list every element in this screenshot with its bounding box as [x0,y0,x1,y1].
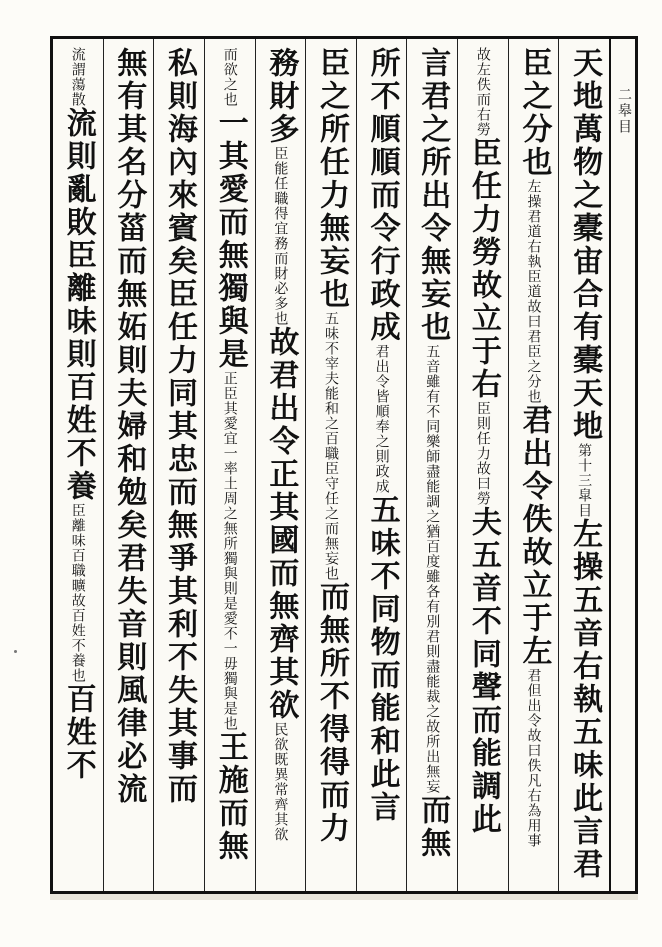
commentary-text: 流謂蕩散 [69,47,86,107]
commentary-text: 第十三皐目 [576,443,593,518]
commentary-text: 臣能任職得宜務而財必多也 [272,146,289,326]
page-bottom-shadow [50,894,638,900]
commentary-text: 君但出令故曰佚凡右為用事 [525,668,542,848]
edge-strip [609,39,635,891]
commentary-text: 故左佚而右勞 [474,47,491,137]
main-text: 君出令佚故立于左 [516,404,552,668]
commentary-text: 五味不宰夫能和之百職臣守任之而無妄也 [322,311,339,581]
main-text: 無有其名分菑而無妬則夫婦和勉矣君失音則風律必流 [111,47,147,806]
text-column [356,39,407,891]
main-text: 一其愛而無獨與是 [212,107,248,371]
main-text: 臣任力勞故立于右 [465,137,501,401]
column-text [162,47,196,806]
main-text: 而無所不得得而力 [313,581,349,845]
main-text: 天地萬物之橐宙合有橐天地 [567,47,603,443]
paper-speck [14,650,17,653]
column-text [365,47,399,824]
text-column [255,39,306,891]
text-column [508,39,559,891]
column-text [567,47,601,881]
text-column [103,39,154,891]
column-text [517,47,551,848]
column-text [61,47,95,782]
main-text: 臣之分也 [516,47,552,179]
commentary-text: 五音雖有不同樂師盡能調之猶百度雖各有別君則盡能裁之故所出無妄 [424,344,441,794]
main-text: 左操五音右執五味此言君 [567,518,603,881]
main-text: 故君出令正其國而無齊其欲 [263,326,299,722]
main-text: 夫五音不同聲而能調此 [465,506,501,836]
commentary-text: 左操君道右執臣道故曰君臣之分也 [525,179,542,404]
commentary-text: 臣則任力故曰勞 [474,401,491,506]
column-text [111,47,145,806]
text-column [204,39,255,891]
text-column [457,39,508,891]
text-column [558,39,609,891]
main-text: 務財多 [263,47,299,146]
column-text [213,47,247,863]
main-text: 而無 [415,794,451,860]
main-text: 百姓不 [60,683,96,782]
main-text: 五味不同物而能和此言 [364,494,400,824]
commentary-text: 臣離味百職曠故百姓不養也 [69,503,86,683]
main-text: 所不順順而令行政成 [364,47,400,344]
edge-mark: 二皋目 [616,87,632,135]
main-text: 臣之所任力無妄也 [313,47,349,311]
text-column [53,39,103,891]
column-text [415,47,449,860]
commentary-text: 民欲既異常齊其欲 [272,722,289,842]
column-text [263,47,297,842]
commentary-text: 正臣其愛宜一率土周之無所獨與則是愛不一毋獨與是也 [221,371,238,731]
main-text: 言君之所出令無妄也 [415,47,451,344]
text-column [406,39,457,891]
text-columns [53,39,609,891]
main-text: 私則海內來賓矣臣任力同其忠而無爭其利不失其事而 [162,47,198,806]
commentary-text: 而欲之也 [221,47,238,107]
text-column [153,39,204,891]
main-text: 王施而無 [212,731,248,863]
column-text [314,47,348,845]
text-frame [50,36,638,894]
main-text: 流則亂敗臣離味則百姓不養 [60,107,96,503]
commentary-text: 君出令皆順奉之則政成 [373,344,390,494]
text-column [305,39,356,891]
column-text [466,47,500,836]
